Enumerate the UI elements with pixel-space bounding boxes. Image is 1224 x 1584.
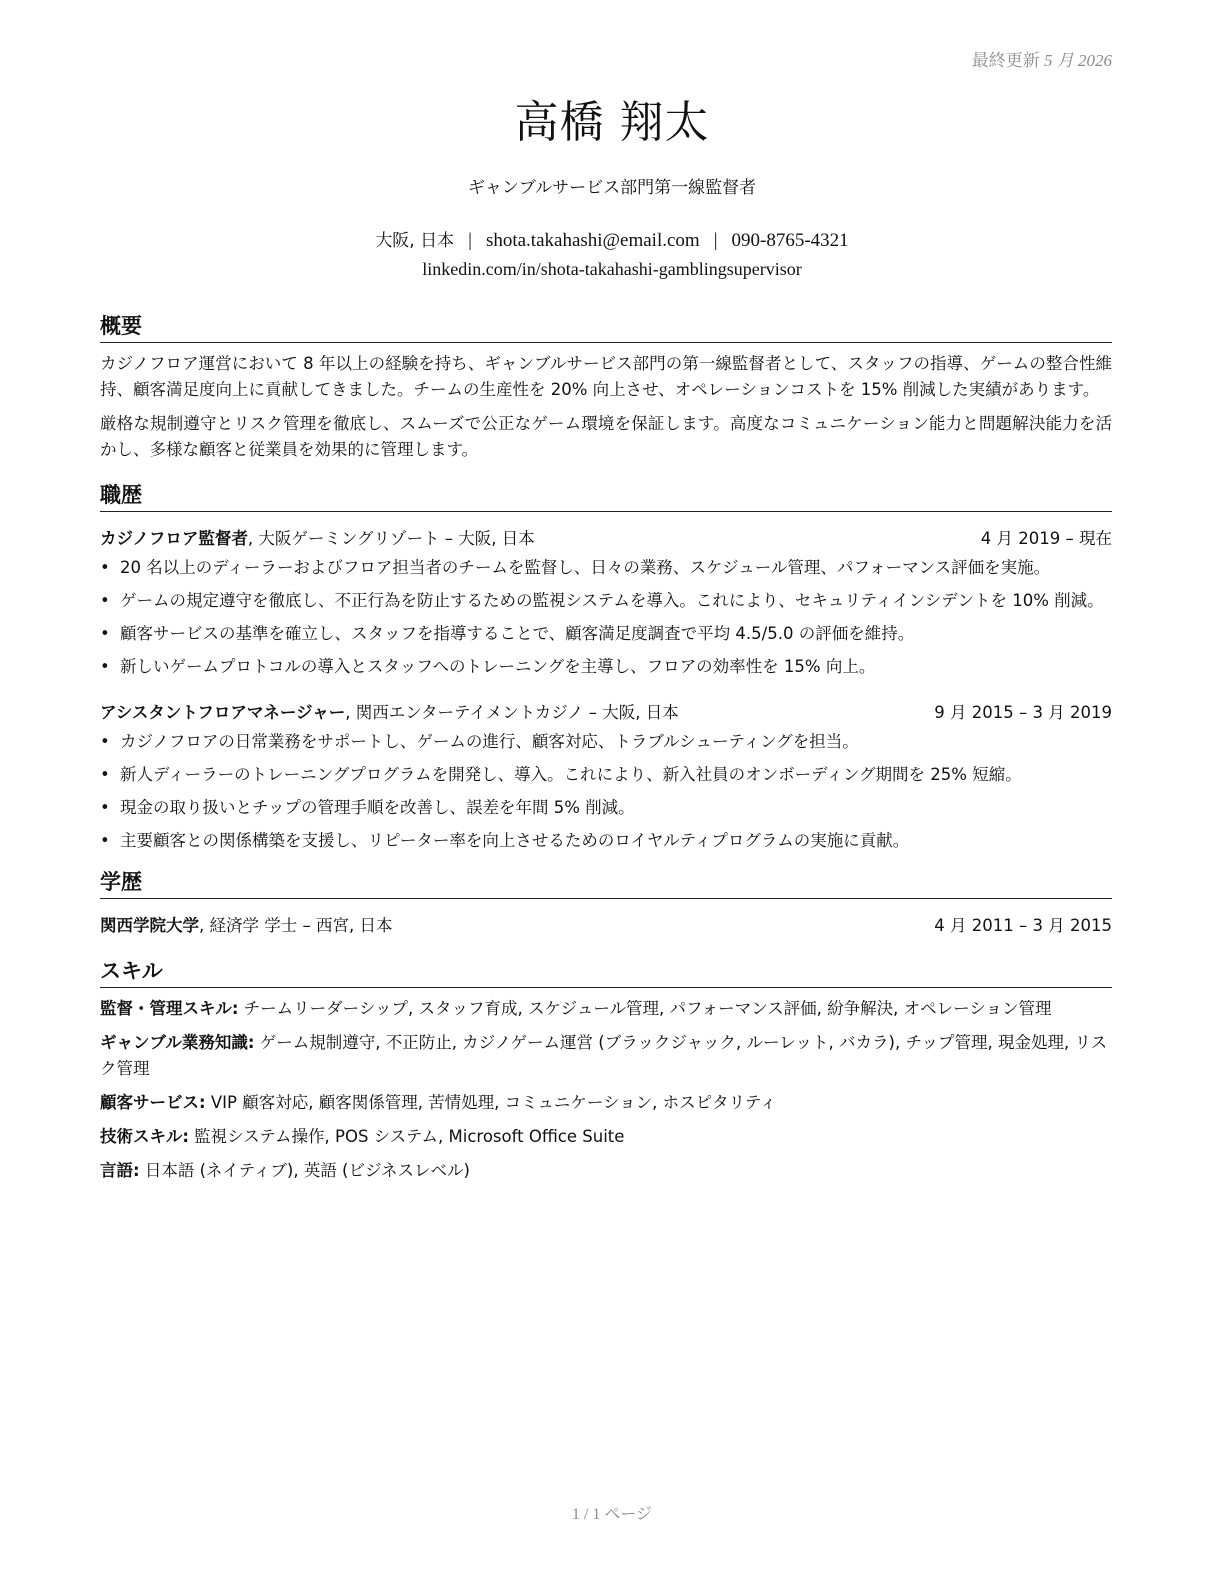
skill-label: ギャンブル業務知識:: [100, 1033, 255, 1052]
job-bullets: [100, 555, 1112, 680]
skill-row: [100, 1124, 1112, 1150]
skills-section: [100, 955, 1112, 1184]
summary-paragraph: 厳格な規制遵守とリスク管理を徹底し、スムーズで公正なゲーム環境を保証します。高度なコミュニケーション能力と問題解決能力を活かし、多様な顧客と従業員を効果的に管理します。: [100, 414, 1112, 459]
summary-paragraph: カジノフロア運営において 8 年以上の経験を持ち、ギャンブルサービス部門の第一線監督者として、スタッフの指導、ゲームの整合性維持、顧客満足度向上に貢献してきました。チームの生産性を 20% 向上させ、オペレーションコストを 15% 削減した実績があります。: [100, 354, 1112, 399]
job-bullet: • 新しいゲームプロトコルの導入とスタッフへのトレーニングを主導し、フロアの効率性を 15% 向上。: [120, 654, 1112, 680]
skill-label: 監督・管理スキル:: [100, 999, 239, 1018]
contact-line: [0, 226, 1224, 252]
skill-value: 監視システム操作, POS システム, Microsoft Office Suite: [188, 1127, 625, 1146]
contact-separator: |: [713, 230, 718, 251]
candidate-headline: ギャンブルサービス部門第一線監督者: [467, 178, 757, 198]
skill-label: 顧客サービス:: [100, 1093, 206, 1112]
job-bullets: [100, 729, 1112, 854]
skill-row: [100, 1030, 1112, 1082]
contact-phone: 090-8765-4321: [731, 230, 849, 251]
experience-section: [100, 479, 1112, 854]
section-title-experience: 職歴: [100, 479, 1112, 512]
job-entry: [100, 700, 1112, 854]
section-title-education: 学歴: [100, 866, 1112, 899]
skill-label: 言語:: [100, 1161, 140, 1180]
last-updated-label: 最終更新: [971, 51, 1040, 70]
skill-value: チームリーダーシップ, スタッフ育成, スケジュール管理, パフォーマンス評価, 紛争解決, オペレーション管理: [238, 999, 1052, 1018]
job-bullet: • 現金の取り扱いとチップの管理手順を改善し、誤差を年間 5% 削減。: [120, 795, 1112, 821]
job-bullet: • カジノフロアの日常業務をサポートし、ゲームの進行、顧客対応、トラブルシューティングを担当。: [120, 729, 1112, 755]
contact-email[interactable]: shota.takahashi@email.com: [485, 230, 700, 251]
job-header: [100, 526, 1112, 552]
job-title-line: [100, 700, 679, 726]
job-bullet: • 主要顧客との関係構築を支援し、リピーター率を向上させるためのロイヤルティプログラムの実施に貢献。: [120, 828, 1112, 854]
contact-separator: |: [468, 230, 472, 251]
job-bullet: • 新人ディーラーのトレーニングプログラムを開発し、導入。これにより、新入社員のオンボーディング期間を 25% 短縮。: [120, 762, 1112, 788]
education-detail: , 経済学 学士 – 西宮, 日本: [199, 916, 393, 935]
resume-body: [100, 310, 1112, 1184]
education-entry: [100, 913, 1112, 939]
job-bullet: • 顧客サービスの基準を確立し、スタッフを指導することで、顧客満足度調査で平均 4.5/5.0 の評価を維持。: [120, 621, 1112, 647]
linkedin-link[interactable]: linkedin.com/in/shota-takahashi-gamblingsupervisor: [422, 259, 802, 279]
candidate-name: 高橋 翔太: [514, 97, 710, 148]
job-role: アシスタントフロアマネージャー: [100, 703, 346, 722]
skill-row: [100, 996, 1112, 1022]
skill-label: 技術スキル:: [100, 1127, 189, 1146]
contact-location: 大阪, 日本: [375, 231, 455, 251]
job-bullet: • 20 名以上のディーラーおよびフロア担当者のチームを監督し、日々の業務、スケジュール管理、パフォーマンス評価を実施。: [120, 555, 1112, 581]
job-dates: 4 月 2019 – 現在: [980, 529, 1112, 548]
page-indicator: 1 / 1 ページ: [571, 1506, 653, 1523]
job-role: カジノフロア監督者: [100, 529, 248, 548]
education-title-line: [100, 913, 392, 939]
job-entry: [100, 526, 1112, 680]
skill-value: 日本語 (ネイティブ), 英語 (ビジネスレベル): [139, 1161, 470, 1180]
skill-row: [100, 1090, 1112, 1116]
job-org: , 関西エンターテイメントカジノ – 大阪, 日本: [345, 703, 679, 722]
education-section: [100, 866, 1112, 939]
skill-value: ゲーム規制遵守, 不正防止, カジノゲーム運営 (ブラックジャック, ルーレット, バカラ), チップ管理, 現金処理, リスク管理: [100, 1033, 1108, 1078]
job-bullet: • ゲームの規定遵守を徹底し、不正行為を防止するための監視システムを導入。これにより、セキュリティインシデントを 10% 削減。: [120, 588, 1112, 614]
last-updated-date: 5 月 2026: [1044, 51, 1112, 70]
last-updated: [972, 46, 1112, 71]
skill-value: VIP 顧客対応, 顧客関係管理, 苦情処理, コミュニケーション, ホスピタリティ: [205, 1093, 777, 1112]
skill-row: [100, 1158, 1112, 1184]
section-title-summary: 概要: [100, 310, 1112, 343]
education-school: 関西学院大学: [100, 916, 199, 935]
section-title-skills: スキル: [100, 955, 1112, 988]
job-title-line: [100, 526, 535, 552]
summary-section: [100, 310, 1112, 463]
job-header: [100, 700, 1112, 726]
job-org: , 大阪ゲーミングリゾート – 大阪, 日本: [247, 529, 535, 548]
job-dates: 9 月 2015 – 3 月 2019: [934, 703, 1112, 722]
education-dates: 4 月 2011 – 3 月 2015: [934, 916, 1112, 935]
